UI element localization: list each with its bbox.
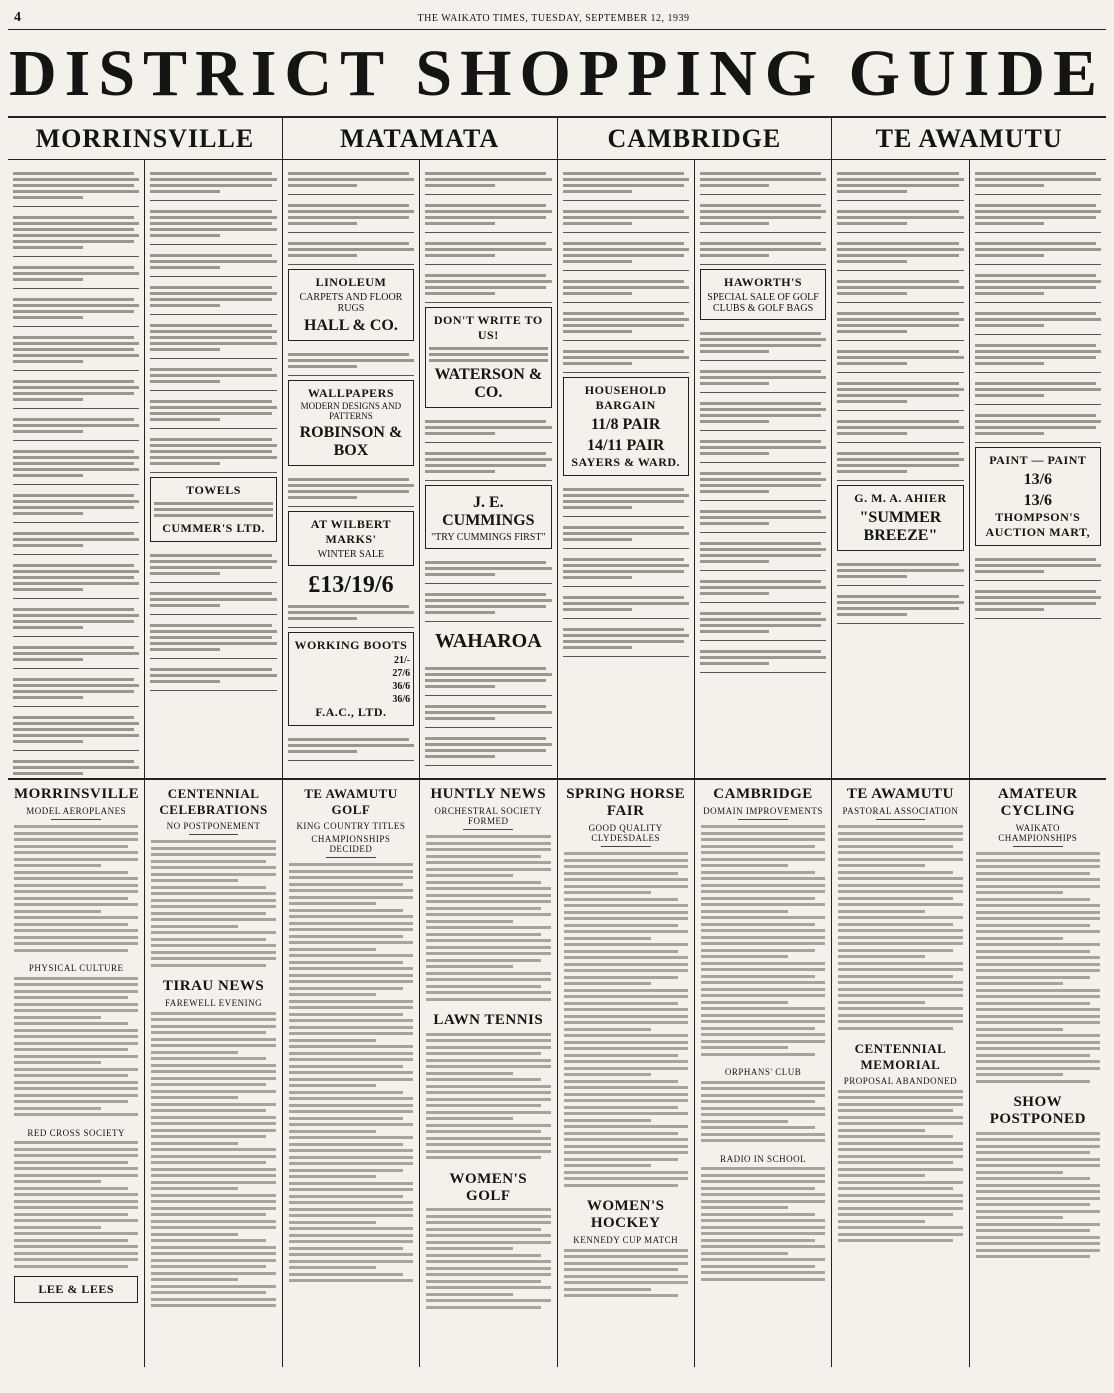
classified-ad xyxy=(975,408,1101,443)
working-boots-firm: F.A.C., LTD. xyxy=(315,705,387,719)
ahier-ad-firm: G. M. A. AHIER xyxy=(854,491,947,505)
ad-column-te-awamutu-1 xyxy=(832,160,969,778)
article-body xyxy=(14,1141,138,1268)
article-subheading: RED CROSS SOCIETY xyxy=(27,1127,125,1138)
classified-ad xyxy=(425,661,551,696)
news-column-cambridge xyxy=(695,780,832,1367)
classified-ad xyxy=(837,376,963,411)
article-subheading: GOOD QUALITY CLYDESDALES xyxy=(588,823,663,843)
linoleum-ad-firm: HALL & CO. xyxy=(304,317,398,334)
classified-ad xyxy=(288,347,414,376)
classified-ad xyxy=(975,198,1101,233)
household-bargain-firm: SAYERS & WARD. xyxy=(571,455,681,469)
article-heading: AMATEUR CYCLING xyxy=(997,786,1078,819)
linoleum-ad xyxy=(288,269,414,341)
classified-ad xyxy=(13,488,139,523)
cummings-ad-slogan: "TRY CUMMINGS FIRST" xyxy=(431,532,546,543)
paint-ad-firm: THOMPSON'S AUCTION MART, xyxy=(985,510,1091,539)
classified-ad xyxy=(13,260,139,289)
waterson-ad xyxy=(425,307,551,408)
classified-ad xyxy=(150,432,276,473)
ad-column-cambridge-1 xyxy=(558,160,695,778)
classified-ad xyxy=(563,482,689,517)
article-body xyxy=(426,1033,550,1160)
classified-ad xyxy=(150,166,276,201)
town-morrinsville: MORRINSVILLE xyxy=(8,118,283,159)
article-body xyxy=(701,1167,825,1281)
lee-and-lees-firm: LEE & LEES xyxy=(38,1281,115,1296)
classified-ad xyxy=(288,236,414,265)
classified-ad xyxy=(563,344,689,373)
classified-ad xyxy=(13,754,139,778)
classified-ad xyxy=(13,166,139,207)
classified-ad xyxy=(563,166,689,201)
article-heading: SPRING HORSE FAIR xyxy=(566,786,686,819)
classified-ad xyxy=(975,584,1101,619)
article-body xyxy=(14,977,138,1117)
article-subheading: NO POSTPONEMENT xyxy=(166,821,261,831)
ad-column-cambridge-2 xyxy=(695,160,832,778)
article-body xyxy=(564,852,688,1187)
classified-ad xyxy=(700,326,826,361)
classified-ad xyxy=(13,710,139,751)
household-bargain-ad xyxy=(563,377,689,476)
classified-ad xyxy=(13,558,139,599)
classified-ad xyxy=(975,166,1101,195)
classified-ad xyxy=(837,306,963,341)
boots-price: 36/6 xyxy=(392,694,411,705)
article-subheading: ORPHANS' CLUB xyxy=(724,1067,802,1077)
page-number: 4 xyxy=(14,10,21,25)
household-price: 11/8 PAIR xyxy=(590,416,661,433)
classified-ad xyxy=(13,672,139,707)
classified-ad xyxy=(837,274,963,303)
town-headers xyxy=(8,118,1106,160)
article-body xyxy=(151,840,275,967)
classified-ad xyxy=(563,520,689,549)
article-subheading: RADIO IN SCHOOL xyxy=(720,1153,807,1164)
classified-ad xyxy=(150,318,276,359)
overcoat-price: £13/19/6 xyxy=(308,572,394,598)
classified-ad xyxy=(563,590,689,619)
classified-ad xyxy=(837,166,963,201)
ahier-ad xyxy=(837,485,963,551)
classified-ad xyxy=(837,344,963,373)
article-heading: TIRAU NEWS xyxy=(162,978,265,994)
ahier-ad-title: "SUMMER BREEZE" xyxy=(859,509,942,544)
article-heading: CAMBRIDGE xyxy=(713,786,813,802)
article-subheading: WAIKATO CHAMPIONSHIPS xyxy=(998,823,1078,843)
cummings-ad-firm: J. E. CUMMINGS xyxy=(442,494,535,529)
towels-ad-title: TOWELS xyxy=(186,483,241,497)
news-column-centennial xyxy=(145,780,282,1367)
classified-ad xyxy=(150,586,276,615)
lee-and-lees-ad xyxy=(14,1276,138,1303)
classified-ad xyxy=(837,204,963,233)
classified-ad xyxy=(837,446,963,481)
paint-ad xyxy=(975,447,1101,546)
article-subheading: MODEL AEROPLANES xyxy=(26,806,127,816)
classified-ad xyxy=(700,198,826,233)
article-body xyxy=(976,1132,1100,1259)
classified-ad xyxy=(837,236,963,271)
cummings-ad xyxy=(425,485,551,549)
working-boots-ad xyxy=(288,632,414,726)
classified-ad xyxy=(425,699,551,728)
ad-column-te-awamutu-2 xyxy=(970,160,1106,778)
classified-ad xyxy=(975,376,1101,405)
news-column-spring-fair xyxy=(558,780,695,1367)
classified-ad xyxy=(150,248,276,277)
news-column-morrinsville xyxy=(8,780,145,1367)
classified-ad xyxy=(150,618,276,659)
classified-ad xyxy=(563,552,689,587)
classified-ad xyxy=(837,557,963,586)
wilbert-marks-sub: WINTER SALE xyxy=(317,549,385,560)
classified-ad xyxy=(150,394,276,429)
article-subheading: CHAMPIONSHIPS DECIDED xyxy=(311,834,391,854)
ad-column-matamata-2 xyxy=(420,160,557,778)
classified-ad xyxy=(425,555,551,584)
town-te-awamutu: TE AWAMUTU xyxy=(875,124,1063,153)
classified-ad xyxy=(700,504,826,533)
classified-ad xyxy=(288,472,414,507)
waterson-ad-firm: WATERSON & CO. xyxy=(434,366,543,401)
article-subheading: FAREWELL EVENING xyxy=(164,998,263,1008)
article-body xyxy=(976,852,1100,1083)
classified-ad xyxy=(563,236,689,271)
classified-ad xyxy=(150,204,276,245)
article-heading: TE AWAMUTU xyxy=(846,786,954,802)
news-column-cycling xyxy=(970,780,1106,1367)
towels-ad xyxy=(150,477,276,542)
haworth-ad-title: HAWORTH'S xyxy=(724,275,803,289)
article-body xyxy=(151,1012,275,1308)
article-heading: WOMEN'S HOCKEY xyxy=(586,1198,665,1231)
article-body xyxy=(14,825,138,952)
classified-ad xyxy=(975,552,1101,581)
classified-ad xyxy=(13,292,139,327)
article-subheading: ORCHESTRAL SOCIETY FORMED xyxy=(434,806,543,826)
classified-ad xyxy=(700,434,826,463)
classified-ad xyxy=(288,732,414,761)
wilbert-marks-title: AT WILBERT MARKS' xyxy=(310,517,392,546)
classified-ad xyxy=(13,210,139,257)
classified-ad xyxy=(837,589,963,624)
article-heading: TE AWAMUTU GOLF xyxy=(304,786,398,817)
classified-ad xyxy=(837,414,963,443)
classified-ad xyxy=(425,166,551,195)
article-heading: CENTENNIAL MEMORIAL xyxy=(854,1041,947,1072)
household-price: 14/11 PAIR xyxy=(586,437,665,454)
article-heading: LAWN TENNIS xyxy=(433,1012,544,1028)
classified-ad xyxy=(288,198,414,233)
classified-ad xyxy=(150,662,276,691)
article-heading: CENTENNIAL CELEBRATIONS xyxy=(159,786,268,817)
classified-ad xyxy=(425,198,551,233)
classified-ad xyxy=(425,587,551,622)
wallpapers-ad-sub: MODERN DESIGNS AND PATTERNS xyxy=(300,401,402,421)
article-body xyxy=(838,825,962,1030)
classified-ad xyxy=(700,466,826,501)
classified-ad xyxy=(288,599,414,628)
classified-ad xyxy=(563,622,689,657)
paint-price: 13/6 xyxy=(1023,471,1053,488)
article-body xyxy=(426,835,550,1001)
classified-ad xyxy=(700,396,826,431)
classified-ad xyxy=(13,640,139,669)
classified-ad xyxy=(13,374,139,409)
classified-ad xyxy=(563,306,689,341)
news-column-golf xyxy=(283,780,420,1367)
wallpapers-ad xyxy=(288,380,414,466)
article-heading: HUNTLY NEWS xyxy=(430,786,547,802)
classified-ad xyxy=(975,306,1101,335)
town-cambridge: CAMBRIDGE xyxy=(558,118,833,159)
classified-ad xyxy=(13,412,139,441)
masthead-title: DISTRICT SHOPPING GUIDE xyxy=(8,30,1106,118)
classified-ad xyxy=(563,204,689,233)
article-subheading: PHYSICAL CULTURE xyxy=(28,963,124,973)
news-column-te-awamutu xyxy=(832,780,969,1367)
classified-ad xyxy=(150,548,276,583)
classified-ad xyxy=(975,236,1101,265)
folio-line xyxy=(8,10,1106,30)
article-subheading: KENNEDY CUP MATCH xyxy=(573,1235,679,1245)
classified-ad xyxy=(563,274,689,303)
article-subheading: PASTORAL ASSOCIATION xyxy=(842,806,959,816)
ad-column-matamata-1 xyxy=(283,160,420,778)
classified-ad xyxy=(13,330,139,371)
haworth-ad-sub: SPECIAL SALE OF GOLF CLUBS & GOLF BAGS xyxy=(707,292,819,314)
article-body xyxy=(838,1090,962,1243)
boots-price: 21/- xyxy=(394,655,411,666)
wallpapers-ad-title: WALLPAPERS xyxy=(307,386,394,400)
working-boots-title: WORKING BOOTS xyxy=(294,638,408,652)
wallpapers-ad-firm: ROBINSON & BOX xyxy=(299,424,403,459)
article-body xyxy=(289,863,413,1282)
news-section xyxy=(8,780,1106,1367)
paint-ad-title: PAINT — PAINT xyxy=(989,453,1087,467)
classified-ad xyxy=(13,602,139,637)
article-subheading: DOMAIN IMPROVEMENTS xyxy=(703,806,823,816)
article-subheading: KING COUNTRY TITLES xyxy=(296,821,406,831)
classified-ad xyxy=(425,731,551,766)
classified-ad xyxy=(425,414,551,443)
linoleum-ad-sub: CARPETS AND FLOOR RUGS xyxy=(299,292,403,314)
classified-ad xyxy=(150,362,276,391)
classified-ad xyxy=(700,236,826,265)
waterson-ad-title: DON'T WRITE TO US! xyxy=(433,313,543,342)
classified-ad xyxy=(13,444,139,485)
article-body xyxy=(701,1081,825,1143)
boots-price: 36/6 xyxy=(392,681,411,692)
household-bargain-title: HOUSEHOLD BARGAIN xyxy=(584,383,667,412)
haworth-ad xyxy=(700,269,826,320)
article-body xyxy=(426,1208,550,1309)
article-subheading: PROPOSAL ABANDONED xyxy=(843,1076,958,1086)
classified-ad xyxy=(700,574,826,603)
classified-ad xyxy=(150,280,276,315)
dateline: THE WAIKATO TIMES, TUESDAY, SEPTEMBER 12, 1939 xyxy=(417,13,690,24)
classified-ad xyxy=(700,166,826,195)
article-heading: SHOW POSTPONED xyxy=(989,1094,1086,1127)
town-matamata: MATAMATA xyxy=(283,118,558,159)
news-column-huntly xyxy=(420,780,557,1367)
towels-ad-firm: CUMMER'S LTD. xyxy=(162,521,265,535)
advertisement-section xyxy=(8,160,1106,780)
wilbert-marks-ad xyxy=(288,511,414,566)
classified-ad xyxy=(700,644,826,673)
classified-ad xyxy=(13,526,139,555)
ad-column-morrinsville-1 xyxy=(8,160,145,778)
classified-ad xyxy=(425,446,551,481)
article-heading: MORRINSVILLE xyxy=(14,786,140,802)
paint-price: 13/6 xyxy=(1023,492,1053,509)
article-heading: WOMEN'S GOLF xyxy=(449,1170,528,1204)
ad-column-morrinsville-2 xyxy=(145,160,282,778)
article-body xyxy=(564,1249,688,1298)
classified-ad xyxy=(700,364,826,393)
waharoa-heading: WAHAROA xyxy=(434,630,542,652)
boots-price: 27/6 xyxy=(392,668,411,679)
article-body xyxy=(701,825,825,1056)
classified-ad xyxy=(425,236,551,265)
classified-ad xyxy=(288,166,414,195)
classified-ad xyxy=(700,536,826,571)
classified-ad xyxy=(700,606,826,641)
linoleum-ad-title: LINOLEUM xyxy=(315,275,387,289)
classified-ad xyxy=(975,338,1101,373)
classified-ad xyxy=(975,268,1101,303)
classified-ad xyxy=(425,268,551,303)
